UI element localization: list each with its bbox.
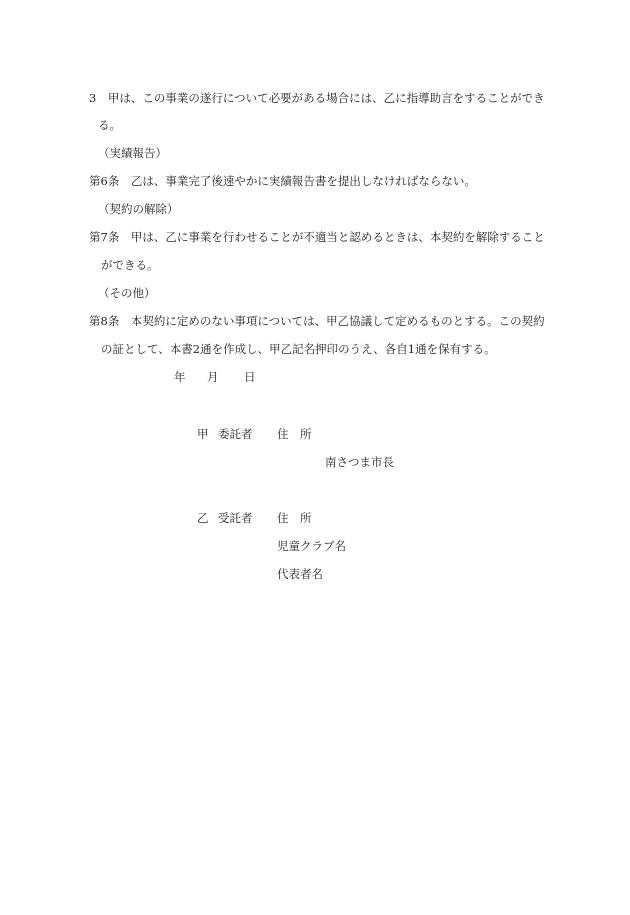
party-a-name: 南さつま市長 [325, 455, 394, 469]
date-month-label: 月 [207, 370, 219, 384]
heading-article-8: （その他） [98, 286, 156, 300]
heading-article-7: （契約の解除） [98, 202, 179, 216]
article-8-line-1: 第8条 本契約に定めのない事項については、甲乙協議して定めるものとする。この契約 [89, 314, 545, 328]
party-b-address-label: 住 所 [277, 511, 312, 525]
date-day-label: 日 [244, 370, 256, 384]
date-year-label: 年 [174, 370, 186, 384]
clause-3-line-1: 3 甲は、この事業の遂行について必要がある場合には、乙に指導助言をすることができ [89, 91, 545, 105]
party-b-role: 受託者 [218, 511, 253, 525]
article-8-line-2: の証として、本書2通を作成し、甲乙記名押印のうえ、各自1通を保有する。 [101, 342, 496, 356]
heading-article-6: （実績報告） [98, 146, 167, 160]
clause-3-line-2: る。 [98, 118, 121, 132]
party-a-role: 委託者 [218, 427, 253, 441]
article-7-line-2: ができる。 [101, 258, 159, 272]
article-7-line-1: 第7条 甲は、乙に事業を行わせることが不適当と認めるときは、本契約を解除すること [89, 230, 545, 244]
party-a-label: 甲 [197, 427, 209, 441]
party-b-label: 乙 [197, 511, 209, 525]
party-b-rep-label: 代表者名 [277, 567, 323, 581]
article-6-line-1: 第6条 乙は、事業完了後速やかに実績報告書を提出しなければならない。 [89, 174, 476, 188]
party-a-address-label: 住 所 [277, 427, 312, 441]
party-b-club-label: 児童クラブ名 [277, 539, 346, 553]
